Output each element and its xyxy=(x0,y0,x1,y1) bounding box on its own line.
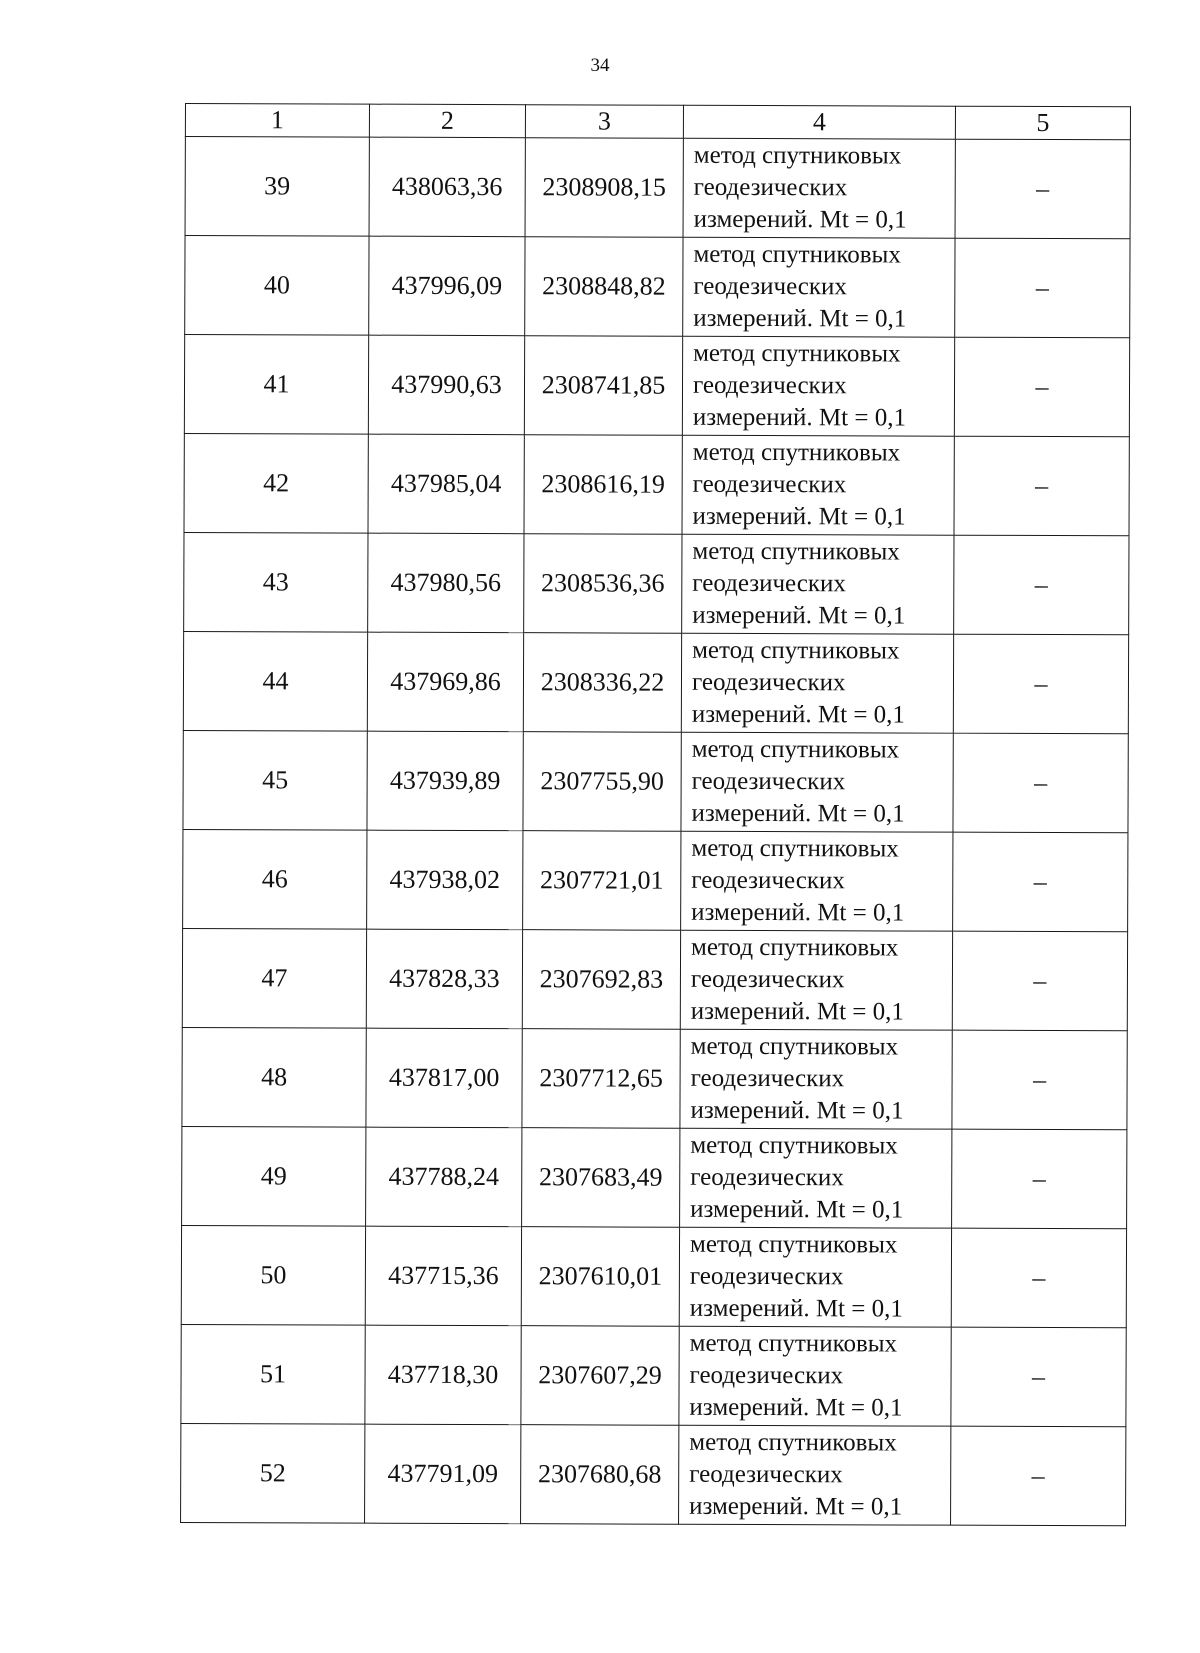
method-line: метод спутниковых xyxy=(691,735,900,764)
method-line: измерений. Mt = 0,1 xyxy=(692,403,907,432)
point-number-cell: 50 xyxy=(181,1225,365,1325)
x-coordinate-cell: 437985,04 xyxy=(368,434,524,534)
x-coordinate-cell: 437996,09 xyxy=(369,236,525,336)
y-coordinate-cell: 2307607,29 xyxy=(521,1326,679,1426)
method-line: геодезических xyxy=(691,767,846,796)
x-coordinate-cell: 437980,56 xyxy=(368,533,524,633)
table-row xyxy=(183,730,1128,832)
table-row xyxy=(185,236,1130,338)
y-coordinate-cell: 2307712,65 xyxy=(522,1029,680,1129)
method-line: метод спутниковых xyxy=(692,537,900,566)
x-coordinate-cell: 437791,09 xyxy=(365,1424,521,1524)
x-coordinate-cell: 437718,30 xyxy=(365,1325,521,1425)
method-cell xyxy=(679,1227,951,1327)
y-coordinate-cell: 2307680,68 xyxy=(521,1425,679,1525)
x-coordinate-cell: 437969,86 xyxy=(367,632,523,732)
x-coordinate-cell: 437938,02 xyxy=(367,830,523,930)
coordinates-table xyxy=(180,103,1131,1526)
note-cell: – xyxy=(951,1426,1126,1526)
method-line: измерений. Mt = 0,1 xyxy=(693,205,907,234)
y-coordinate-cell: 2308616,19 xyxy=(524,435,682,535)
note-cell: – xyxy=(952,1030,1127,1130)
x-coordinate-cell: 437715,36 xyxy=(365,1226,521,1326)
method-cell xyxy=(683,237,955,337)
y-coordinate-cell: 2307721,01 xyxy=(523,831,681,931)
method-line: геодезических xyxy=(693,272,848,301)
y-coordinate-cell: 2308336,22 xyxy=(523,633,681,733)
point-number-cell: 39 xyxy=(185,137,369,237)
point-number-cell: 48 xyxy=(182,1027,366,1127)
method-line: геодезических xyxy=(689,1262,844,1291)
x-coordinate-cell: 437990,63 xyxy=(368,335,524,435)
table-row xyxy=(181,1324,1126,1426)
method-line: метод спутниковых xyxy=(691,933,899,962)
method-line: измерений. Mt = 0,1 xyxy=(691,700,905,729)
note-cell: – xyxy=(951,1327,1126,1427)
note-cell: – xyxy=(954,535,1129,635)
note-cell: – xyxy=(952,1129,1127,1229)
table-row xyxy=(183,829,1128,931)
point-number-cell: 43 xyxy=(184,532,368,632)
table-row xyxy=(182,928,1127,1030)
method-line: метод спутниковых xyxy=(689,1230,898,1259)
column-header: 1 xyxy=(185,104,369,138)
method-line: геодезических xyxy=(692,569,846,598)
method-line: геодезических xyxy=(691,668,846,697)
method-line: метод спутниковых xyxy=(691,834,899,863)
point-number-cell: 41 xyxy=(184,335,368,435)
page-number: 34 xyxy=(590,55,610,76)
column-header: 2 xyxy=(369,104,525,138)
method-line: метод спутниковых xyxy=(693,141,902,170)
method-line: метод спутниковых xyxy=(692,636,900,665)
method-cell xyxy=(680,930,952,1030)
note-cell: – xyxy=(953,733,1128,833)
method-line: геодезических xyxy=(691,866,845,895)
method-line: метод спутниковых xyxy=(689,1428,897,1457)
column-header: 3 xyxy=(525,105,683,139)
method-line: метод спутниковых xyxy=(693,240,901,269)
method-line: геодезических xyxy=(690,1064,845,1093)
point-number-cell: 47 xyxy=(182,928,366,1028)
table-row xyxy=(181,1423,1126,1525)
note-cell: – xyxy=(955,139,1130,239)
y-coordinate-cell: 2308536,36 xyxy=(524,534,682,634)
method-line: метод спутниковых xyxy=(692,438,901,467)
method-line: геодезических xyxy=(692,470,847,499)
x-coordinate-cell: 437939,89 xyxy=(367,731,523,831)
point-number-cell: 46 xyxy=(183,829,367,929)
note-cell: – xyxy=(954,436,1129,536)
note-cell: – xyxy=(955,238,1130,338)
method-line: геодезических xyxy=(690,1163,844,1192)
method-line: измерений. Mt = 0,1 xyxy=(693,304,907,333)
method-line: метод спутниковых xyxy=(690,1131,898,1160)
method-line: измерений. Mt = 0,1 xyxy=(692,502,906,531)
method-line: измерений. Mt = 0,1 xyxy=(692,601,906,630)
note-cell: – xyxy=(953,832,1128,932)
x-coordinate-cell: 437828,33 xyxy=(366,929,522,1029)
x-coordinate-cell: 437788,24 xyxy=(366,1127,522,1227)
table-row xyxy=(184,335,1129,437)
method-line: измерений. Mt = 0,1 xyxy=(690,1096,904,1125)
method-cell xyxy=(679,1425,951,1525)
method-cell xyxy=(680,1029,952,1129)
method-cell xyxy=(682,435,954,535)
method-cell xyxy=(681,633,953,733)
method-line: измерений. Mt = 0,1 xyxy=(689,1393,903,1422)
y-coordinate-cell: 2308741,85 xyxy=(524,336,682,436)
method-line: измерений. Mt = 0,1 xyxy=(689,1492,903,1521)
x-coordinate-cell: 437817,00 xyxy=(366,1028,522,1128)
column-header: 5 xyxy=(955,106,1130,140)
table-row xyxy=(182,1027,1127,1129)
table-row xyxy=(181,1225,1126,1327)
method-line: геодезических xyxy=(692,371,847,400)
method-line: измерений. Mt = 0,1 xyxy=(689,1294,903,1323)
point-number-cell: 52 xyxy=(181,1423,365,1523)
method-cell xyxy=(682,336,954,436)
method-cell xyxy=(681,732,953,832)
point-number-cell: 49 xyxy=(182,1126,366,1226)
point-number-cell: 51 xyxy=(181,1324,365,1424)
y-coordinate-cell: 2307755,90 xyxy=(523,732,681,832)
y-coordinate-cell: 2308908,15 xyxy=(525,138,683,238)
method-line: измерений. Mt = 0,1 xyxy=(691,898,905,927)
method-line: геодезических xyxy=(693,173,848,202)
point-number-cell: 40 xyxy=(185,236,369,336)
x-coordinate-cell: 438063,36 xyxy=(369,137,525,237)
method-line: измерений. Mt = 0,1 xyxy=(690,997,904,1026)
table-row xyxy=(183,631,1128,733)
table-row xyxy=(185,137,1130,239)
table-row xyxy=(184,532,1129,634)
method-line: геодезических xyxy=(690,965,845,994)
method-cell xyxy=(681,831,953,931)
y-coordinate-cell: 2307683,49 xyxy=(522,1128,680,1228)
method-line: геодезических xyxy=(689,1460,843,1489)
method-cell xyxy=(683,138,955,238)
y-coordinate-cell: 2307692,83 xyxy=(522,930,680,1030)
table-row xyxy=(184,433,1129,535)
table-row xyxy=(182,1126,1127,1228)
note-cell: – xyxy=(954,337,1129,437)
y-coordinate-cell: 2308848,82 xyxy=(525,237,683,337)
method-line: измерений. Mt = 0,1 xyxy=(691,799,905,828)
method-line: метод спутниковых xyxy=(690,1032,899,1061)
note-cell: – xyxy=(952,931,1127,1031)
point-number-cell: 44 xyxy=(183,631,367,731)
method-cell xyxy=(679,1326,951,1426)
method-cell xyxy=(680,1128,952,1228)
method-line: метод спутниковых xyxy=(689,1329,898,1358)
note-cell: – xyxy=(951,1228,1126,1328)
method-line: геодезических xyxy=(689,1361,844,1390)
table-body xyxy=(181,137,1131,1526)
note-cell: – xyxy=(953,634,1128,734)
method-line: измерений. Mt = 0,1 xyxy=(690,1195,904,1224)
point-number-cell: 45 xyxy=(183,730,367,830)
column-header: 4 xyxy=(683,105,955,139)
y-coordinate-cell: 2307610,01 xyxy=(521,1227,679,1327)
table-header-row xyxy=(185,104,1130,140)
method-line: метод спутниковых xyxy=(693,339,901,368)
method-cell xyxy=(682,534,954,634)
point-number-cell: 42 xyxy=(184,433,368,533)
